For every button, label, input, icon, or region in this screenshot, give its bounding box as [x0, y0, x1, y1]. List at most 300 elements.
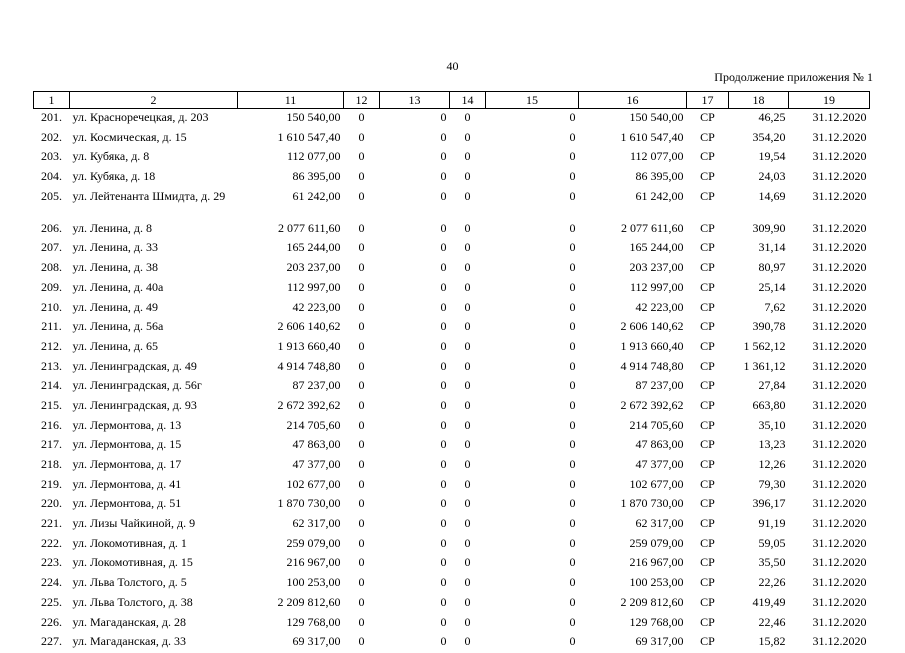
- cell-col-18: 15,82: [758, 634, 786, 649]
- cell-col-11: 2 209 812,60: [277, 594, 341, 609]
- cell-col-13: 0: [440, 129, 447, 144]
- cell-col-12: 0: [358, 575, 365, 590]
- cell-col-12: 0: [358, 240, 365, 255]
- row-number: 214.: [41, 378, 62, 393]
- cell-col-18: 309,90: [752, 220, 786, 235]
- row-number: 205.: [41, 188, 62, 203]
- row-number: 219.: [41, 476, 62, 491]
- address-cell: ул. Лермонтова, д. 17: [72, 457, 182, 471]
- cell-col-11: 165 244,00: [286, 240, 341, 255]
- address-cell: ул. Лизы Чайкиной, д. 9: [72, 516, 196, 531]
- cell-col-15: 0: [569, 437, 576, 452]
- row-number: 209.: [41, 279, 62, 294]
- address-cell: ул. Льва Толстого, д. 38: [72, 594, 193, 609]
- continuation-note: Продолжение приложения № 1: [714, 70, 873, 84]
- cell-col-18: 59,05: [758, 535, 786, 550]
- cell-col-14: 0: [464, 149, 471, 164]
- cell-col-15: 0: [569, 319, 576, 334]
- cell-col-12: 0: [358, 260, 365, 275]
- cell-col-12: 0: [358, 437, 365, 452]
- cell-col-14: 0: [464, 129, 471, 144]
- cell-col-19: 31.12.2020: [812, 535, 867, 550]
- cell-col-18: 22,46: [758, 614, 786, 629]
- cell-col-17: СР: [700, 129, 715, 144]
- cell-col-14: 0: [464, 240, 471, 255]
- table-row: [34, 495, 870, 515]
- cell-col-18: 27,84: [758, 378, 786, 393]
- cell-col-19: 31.12.2020: [812, 614, 867, 629]
- cell-col-16: 1 610 547,40: [620, 129, 684, 144]
- cell-col-19: 31.12.2020: [812, 378, 867, 393]
- cell-col-18: 35,50: [758, 555, 786, 570]
- cell-col-19: 31.12.2020: [812, 240, 867, 255]
- cell-col-17: СР: [700, 299, 715, 314]
- cell-col-11: 1 913 660,40: [277, 338, 341, 353]
- address-cell: ул. Лермонтова, д. 15: [72, 437, 182, 452]
- address-cell: ул. Ленина, д. 65: [72, 338, 159, 353]
- cell-col-17: СР: [700, 417, 715, 432]
- cell-col-11: 86 395,00: [292, 169, 341, 184]
- cell-col-17: СР: [700, 535, 715, 550]
- address-cell: ул. Ленина, д. 56а: [72, 319, 164, 334]
- cell-col-13: 0: [440, 516, 447, 531]
- cell-col-11: 47 377,00: [292, 457, 341, 471]
- cell-col-15: 0: [569, 240, 576, 255]
- cell-col-11: 102 677,00: [286, 476, 341, 491]
- table-row: [34, 456, 870, 476]
- cell-col-19: 31.12.2020: [812, 457, 867, 471]
- cell-col-11: 42 223,00: [292, 299, 341, 314]
- cell-col-16: 203 237,00: [629, 260, 684, 275]
- row-number: 213.: [41, 358, 62, 373]
- cell-col-12: 0: [358, 338, 365, 353]
- cell-col-14: 0: [464, 358, 471, 373]
- cell-col-14: 0: [464, 594, 471, 609]
- cell-col-14: 0: [464, 378, 471, 393]
- cell-col-18: 19,54: [758, 149, 786, 164]
- cell-col-17: СР: [700, 220, 715, 235]
- cell-col-16: 216 967,00: [629, 555, 684, 570]
- cell-col-11: 203 237,00: [286, 260, 341, 275]
- cell-col-15: 0: [569, 634, 576, 649]
- row-number: 225.: [41, 594, 62, 609]
- cell-col-13: 0: [440, 476, 447, 491]
- cell-col-17: СР: [700, 457, 715, 471]
- cell-col-17: СР: [700, 397, 715, 412]
- cell-col-19: 31.12.2020: [812, 594, 867, 609]
- cell-col-15: 0: [569, 279, 576, 294]
- address-cell: ул. Лейтенанта Шмидта, д. 29: [72, 188, 226, 203]
- cell-col-11: 214 705,60: [286, 417, 341, 432]
- column-header: 12: [344, 92, 380, 109]
- cell-col-16: 4 914 748,80: [620, 358, 684, 373]
- cell-col-13: 0: [440, 614, 447, 629]
- cell-col-18: 35,10: [758, 417, 786, 432]
- cell-col-14: 0: [464, 634, 471, 649]
- cell-col-12: 0: [358, 220, 365, 235]
- cell-col-18: 79,30: [758, 476, 786, 491]
- cell-col-14: 0: [464, 319, 471, 334]
- row-number: 221.: [41, 516, 62, 531]
- cell-col-18: 1 562,12: [743, 338, 786, 353]
- address-cell: ул. Магаданская, д. 28: [72, 614, 186, 629]
- address-cell: ул. Лермонтова, д. 41: [72, 476, 182, 491]
- cell-col-19: 31.12.2020: [812, 516, 867, 531]
- address-cell: ул. Ленинградская, д. 93: [72, 397, 197, 412]
- cell-col-16: 86 395,00: [635, 169, 684, 184]
- table-row: [34, 358, 870, 378]
- cell-col-18: 7,62: [764, 299, 786, 314]
- cell-col-15: 0: [569, 594, 576, 609]
- cell-col-19: 31.12.2020: [812, 417, 867, 432]
- cell-col-14: 0: [464, 555, 471, 570]
- cell-col-13: 0: [440, 457, 447, 471]
- cell-col-11: 1 610 547,40: [277, 129, 341, 144]
- cell-col-17: СР: [700, 476, 715, 491]
- cell-col-12: 0: [358, 129, 365, 144]
- cell-col-16: 129 768,00: [629, 614, 684, 629]
- cell-col-13: 0: [440, 496, 447, 511]
- cell-col-15: 0: [569, 417, 576, 432]
- cell-col-19: 31.12.2020: [812, 397, 867, 412]
- cell-col-13: 0: [440, 575, 447, 590]
- table-row: [34, 168, 870, 188]
- cell-col-11: 150 540,00: [286, 110, 341, 124]
- cell-col-18: 25,14: [758, 279, 786, 294]
- cell-col-16: 87 237,00: [635, 378, 684, 393]
- cell-col-11: 62 317,00: [292, 516, 341, 531]
- table-row: [34, 188, 870, 220]
- cell-col-19: 31.12.2020: [812, 169, 867, 184]
- cell-col-14: 0: [464, 110, 471, 124]
- table-body: [34, 109, 870, 653]
- cell-col-18: 24,03: [758, 169, 786, 184]
- cell-col-17: СР: [700, 614, 715, 629]
- cell-col-16: 102 677,00: [629, 476, 684, 491]
- table-row: [34, 436, 870, 456]
- cell-col-19: 31.12.2020: [812, 110, 867, 124]
- address-cell: ул. Лермонтова, д. 51: [72, 496, 182, 511]
- cell-col-14: 0: [464, 535, 471, 550]
- column-header: 16: [579, 92, 687, 109]
- cell-col-12: 0: [358, 634, 365, 649]
- cell-col-16: 214 705,60: [629, 417, 684, 432]
- cell-col-13: 0: [440, 555, 447, 570]
- cell-col-13: 0: [440, 279, 447, 294]
- cell-col-11: 216 967,00: [286, 555, 341, 570]
- cell-col-11: 1 870 730,00: [277, 496, 341, 511]
- cell-col-15: 0: [569, 358, 576, 373]
- cell-col-15: 0: [569, 397, 576, 412]
- cell-col-12: 0: [358, 614, 365, 629]
- cell-col-14: 0: [464, 299, 471, 314]
- cell-col-16: 150 540,00: [629, 110, 684, 124]
- cell-col-12: 0: [358, 188, 365, 203]
- address-cell: ул. Магаданская, д. 33: [72, 634, 186, 649]
- row-number: 210.: [41, 299, 62, 314]
- cell-col-11: 259 079,00: [286, 535, 341, 550]
- row-number: 226.: [41, 614, 62, 629]
- cell-col-15: 0: [569, 338, 576, 353]
- row-number: 220.: [41, 496, 62, 511]
- column-header: 17: [687, 92, 729, 109]
- cell-col-18: 663,80: [752, 397, 786, 412]
- cell-col-12: 0: [358, 457, 365, 471]
- cell-col-13: 0: [440, 220, 447, 235]
- table-row: [34, 535, 870, 555]
- address-cell: ул. Ленина, д. 49: [72, 299, 159, 314]
- row-number: 206.: [41, 220, 62, 235]
- cell-col-19: 31.12.2020: [812, 575, 867, 590]
- cell-col-18: 396,17: [752, 496, 786, 511]
- cell-col-19: 31.12.2020: [812, 496, 867, 511]
- table-row: [34, 129, 870, 149]
- cell-col-17: СР: [700, 149, 715, 164]
- cell-col-17: СР: [700, 634, 715, 649]
- cell-col-15: 0: [569, 614, 576, 629]
- cell-col-16: 165 244,00: [629, 240, 684, 255]
- table-row: [34, 594, 870, 614]
- cell-col-13: 0: [440, 594, 447, 609]
- cell-col-11: 2 672 392,62: [277, 397, 341, 412]
- cell-col-14: 0: [464, 496, 471, 511]
- column-header: 2: [70, 92, 238, 109]
- cell-col-17: СР: [700, 516, 715, 531]
- cell-col-12: 0: [358, 319, 365, 334]
- row-number: 218.: [41, 457, 62, 471]
- cell-col-15: 0: [569, 149, 576, 164]
- row-number: 201.: [41, 110, 62, 124]
- cell-col-19: 31.12.2020: [812, 555, 867, 570]
- cell-col-19: 31.12.2020: [812, 634, 867, 649]
- cell-col-11: 69 317,00: [292, 634, 341, 649]
- column-header: 13: [380, 92, 450, 109]
- cell-col-16: 62 317,00: [635, 516, 684, 531]
- cell-col-13: 0: [440, 358, 447, 373]
- cell-col-17: СР: [700, 240, 715, 255]
- cell-col-16: 47 377,00: [635, 457, 684, 471]
- cell-col-13: 0: [440, 110, 447, 124]
- cell-col-18: 46,25: [758, 110, 786, 124]
- cell-col-15: 0: [569, 129, 576, 144]
- cell-col-19: 31.12.2020: [812, 338, 867, 353]
- cell-col-11: 87 237,00: [292, 378, 341, 393]
- cell-col-17: СР: [700, 594, 715, 609]
- address-cell: ул. Ленина, д. 33: [72, 240, 159, 255]
- cell-col-18: 91,19: [758, 516, 786, 531]
- row-number: 216.: [41, 417, 62, 432]
- cell-col-13: 0: [440, 169, 447, 184]
- cell-col-12: 0: [358, 594, 365, 609]
- row-number: 207.: [41, 240, 62, 255]
- cell-col-18: 419,49: [752, 594, 786, 609]
- cell-col-14: 0: [464, 169, 471, 184]
- cell-col-17: СР: [700, 575, 715, 590]
- column-header: 14: [450, 92, 486, 109]
- cell-col-18: 13,23: [758, 437, 786, 452]
- cell-col-11: 100 253,00: [286, 575, 341, 590]
- row-number: 202.: [41, 129, 62, 144]
- cell-col-11: 112 077,00: [286, 149, 341, 164]
- address-cell: ул. Лермонтова, д. 13: [72, 417, 182, 432]
- cell-col-15: 0: [569, 299, 576, 314]
- cell-col-15: 0: [569, 535, 576, 550]
- cell-col-12: 0: [358, 279, 365, 294]
- cell-col-17: СР: [700, 260, 715, 275]
- row-number: 222.: [41, 535, 62, 550]
- cell-col-12: 0: [358, 496, 365, 511]
- table-row: [34, 574, 870, 594]
- page-number: 40: [446, 59, 459, 73]
- cell-col-15: 0: [569, 516, 576, 531]
- column-header: 11: [238, 92, 344, 109]
- cell-col-16: 1 913 660,40: [620, 338, 684, 353]
- cell-col-15: 0: [569, 110, 576, 124]
- cell-col-16: 61 242,00: [635, 188, 684, 203]
- row-number: 227.: [41, 634, 62, 649]
- cell-col-16: 112 077,00: [629, 149, 684, 164]
- cell-col-13: 0: [440, 417, 447, 432]
- table-row: [34, 338, 870, 358]
- table-row: [34, 633, 870, 653]
- cell-col-14: 0: [464, 188, 471, 203]
- table-row: [34, 614, 870, 634]
- cell-col-19: 31.12.2020: [812, 129, 867, 144]
- cell-col-19: 31.12.2020: [812, 358, 867, 373]
- cell-col-16: 259 079,00: [629, 535, 684, 550]
- cell-col-12: 0: [358, 535, 365, 550]
- cell-col-13: 0: [440, 188, 447, 203]
- cell-col-13: 0: [440, 338, 447, 353]
- cell-col-14: 0: [464, 417, 471, 432]
- cell-col-12: 0: [358, 169, 365, 184]
- address-cell: ул. Ленина, д. 40а: [72, 279, 164, 294]
- address-cell: ул. Локомотивная, д. 15: [72, 555, 193, 570]
- table-row: [34, 109, 870, 129]
- cell-col-16: 47 863,00: [635, 437, 684, 452]
- cell-col-17: СР: [700, 358, 715, 373]
- table-row: [34, 318, 870, 338]
- address-cell: ул. Красноречецкая, д. 203: [72, 110, 209, 124]
- table-row: [34, 299, 870, 319]
- cell-col-17: СР: [700, 338, 715, 353]
- address-cell: ул. Локомотивная, д. 1: [72, 535, 187, 550]
- column-header: 19: [789, 92, 870, 109]
- address-cell: ул. Ленинградская, д. 49: [72, 358, 197, 373]
- cell-col-13: 0: [440, 535, 447, 550]
- column-header: 15: [486, 92, 579, 109]
- cell-col-16: 69 317,00: [635, 634, 684, 649]
- cell-col-11: 4 914 748,80: [277, 358, 341, 373]
- table-row: [34, 259, 870, 279]
- cell-col-18: 22,26: [758, 575, 786, 590]
- cell-col-14: 0: [464, 260, 471, 275]
- cell-col-17: СР: [700, 188, 715, 203]
- cell-col-16: 1 870 730,00: [620, 496, 684, 511]
- table-row: [34, 554, 870, 574]
- table-row: [34, 397, 870, 417]
- cell-col-13: 0: [440, 634, 447, 649]
- table-row: [34, 220, 870, 240]
- table-row: [34, 148, 870, 168]
- cell-col-15: 0: [569, 169, 576, 184]
- cell-col-12: 0: [358, 476, 365, 491]
- cell-col-15: 0: [569, 457, 576, 471]
- table-row: [34, 417, 870, 437]
- cell-col-12: 0: [358, 149, 365, 164]
- cell-col-11: 129 768,00: [286, 614, 341, 629]
- cell-col-16: 112 997,00: [629, 279, 684, 294]
- cell-col-19: 31.12.2020: [812, 220, 867, 235]
- cell-col-12: 0: [358, 397, 365, 412]
- cell-col-17: СР: [700, 110, 715, 124]
- cell-col-11: 112 997,00: [286, 279, 341, 294]
- table-row: [34, 377, 870, 397]
- cell-col-12: 0: [358, 358, 365, 373]
- cell-col-19: 31.12.2020: [812, 319, 867, 334]
- table-row: [34, 476, 870, 496]
- cell-col-14: 0: [464, 437, 471, 452]
- column-header: 18: [729, 92, 789, 109]
- column-header: 1: [34, 92, 70, 109]
- row-number: 224.: [41, 575, 62, 590]
- address-cell: ул. Льва Толстого, д. 5: [72, 575, 187, 590]
- cell-col-19: 31.12.2020: [812, 299, 867, 314]
- cell-col-12: 0: [358, 417, 365, 432]
- cell-col-17: СР: [700, 496, 715, 511]
- cell-col-18: 31,14: [758, 240, 786, 255]
- cell-col-14: 0: [464, 614, 471, 629]
- address-cell: ул. Ленина, д. 8: [72, 220, 153, 235]
- cell-col-18: 1 361,12: [743, 358, 786, 373]
- cell-col-16: 100 253,00: [629, 575, 684, 590]
- cell-col-18: 12,26: [758, 457, 786, 471]
- cell-col-17: СР: [700, 319, 715, 334]
- cell-col-15: 0: [569, 575, 576, 590]
- row-number: 212.: [41, 338, 62, 353]
- cell-col-15: 0: [569, 260, 576, 275]
- cell-col-17: СР: [700, 378, 715, 393]
- row-number: 223.: [41, 555, 62, 570]
- cell-col-16: 42 223,00: [635, 299, 684, 314]
- cell-col-16: 2 209 812,60: [620, 594, 684, 609]
- cell-col-14: 0: [464, 397, 471, 412]
- cell-col-14: 0: [464, 476, 471, 491]
- cell-col-15: 0: [569, 220, 576, 235]
- address-cell: ул. Ленинградская, д. 56г: [72, 378, 202, 393]
- cell-col-13: 0: [440, 397, 447, 412]
- cell-col-16: 2 077 611,60: [620, 220, 684, 235]
- cell-col-14: 0: [464, 279, 471, 294]
- row-number: 217.: [41, 437, 62, 452]
- cell-col-13: 0: [440, 378, 447, 393]
- row-number: 203.: [41, 149, 62, 164]
- cell-col-13: 0: [440, 240, 447, 255]
- address-cell: ул. Кубяка, д. 18: [72, 169, 156, 184]
- cell-col-13: 0: [440, 437, 447, 452]
- cell-col-12: 0: [358, 378, 365, 393]
- cell-col-14: 0: [464, 575, 471, 590]
- cell-col-19: 31.12.2020: [812, 188, 867, 203]
- cell-col-19: 31.12.2020: [812, 149, 867, 164]
- cell-col-12: 0: [358, 555, 365, 570]
- data-table: [33, 91, 870, 653]
- cell-col-11: 2 606 140,62: [277, 319, 341, 334]
- cell-col-14: 0: [464, 338, 471, 353]
- cell-col-15: 0: [569, 476, 576, 491]
- cell-col-12: 0: [358, 516, 365, 531]
- row-number: 215.: [41, 397, 62, 412]
